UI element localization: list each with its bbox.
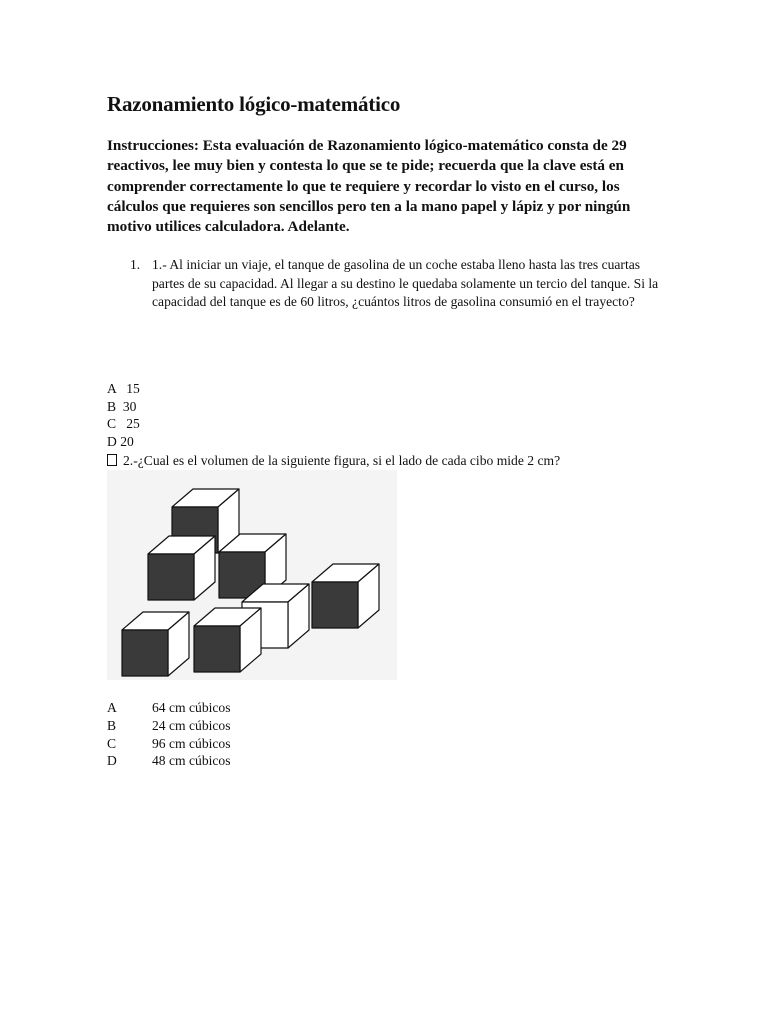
question-2	[107, 452, 560, 470]
option-letter: B	[107, 717, 117, 733]
question-1-text: 1.- Al iniciar un viaje, el tanque de gasolina de un coche estaba lleno hasta las tres cuartas partes de su capacidad. Al llegar a su destino le quedaba solamente un tercio del tanque. Si la capacidad del tanque es de 60 litros, ¿cuántos litros de gasolina consumió en el trayecto?	[152, 257, 659, 310]
question-1-options	[107, 380, 140, 450]
question-1-option-d: D 20	[107, 433, 134, 449]
option-value: 24 cm cúbicos	[152, 717, 231, 733]
option-letter: D	[107, 753, 117, 769]
stacked-cubes-figure	[107, 470, 397, 680]
cube-front-face	[122, 630, 168, 676]
question-2-text: 2.-¿Cual es el volumen de la siguiente figura, si el lado de cada cibo mide 2 cm?	[123, 453, 561, 468]
question-1-option-a: A 15	[107, 381, 140, 396]
question-1-number: 1.	[130, 257, 141, 272]
page-title: Razonamiento lógico-matemático	[107, 92, 401, 116]
option-value: 64 cm cúbicos	[152, 700, 231, 715]
question-1-option-c: C 25	[107, 416, 140, 431]
cube-front-face	[148, 554, 194, 600]
option-letter: A	[107, 700, 117, 715]
cube-front-face	[312, 582, 358, 628]
instructions-paragraph: Instrucciones: Esta evaluación de Razonamiento lógico-matemático consta de 29 reactivos, lee muy bien y contesta lo que se te pide; recuerda que la clave está en comprender correctamente lo que te requiere y recordar lo visto en el curso, los cálculos que requieres son sencillos pero ten a la mano papel y lápiz y por ningún motivo utilices calculadora. Adelante.	[107, 137, 631, 236]
bullet-box-icon	[107, 454, 117, 466]
option-letter: C	[107, 735, 117, 751]
question-1-option-b: B 30	[107, 398, 137, 414]
option-value: 48 cm cúbicos	[152, 753, 231, 769]
cube-front-face	[194, 626, 240, 672]
option-value: 96 cm cúbicos	[152, 735, 231, 751]
